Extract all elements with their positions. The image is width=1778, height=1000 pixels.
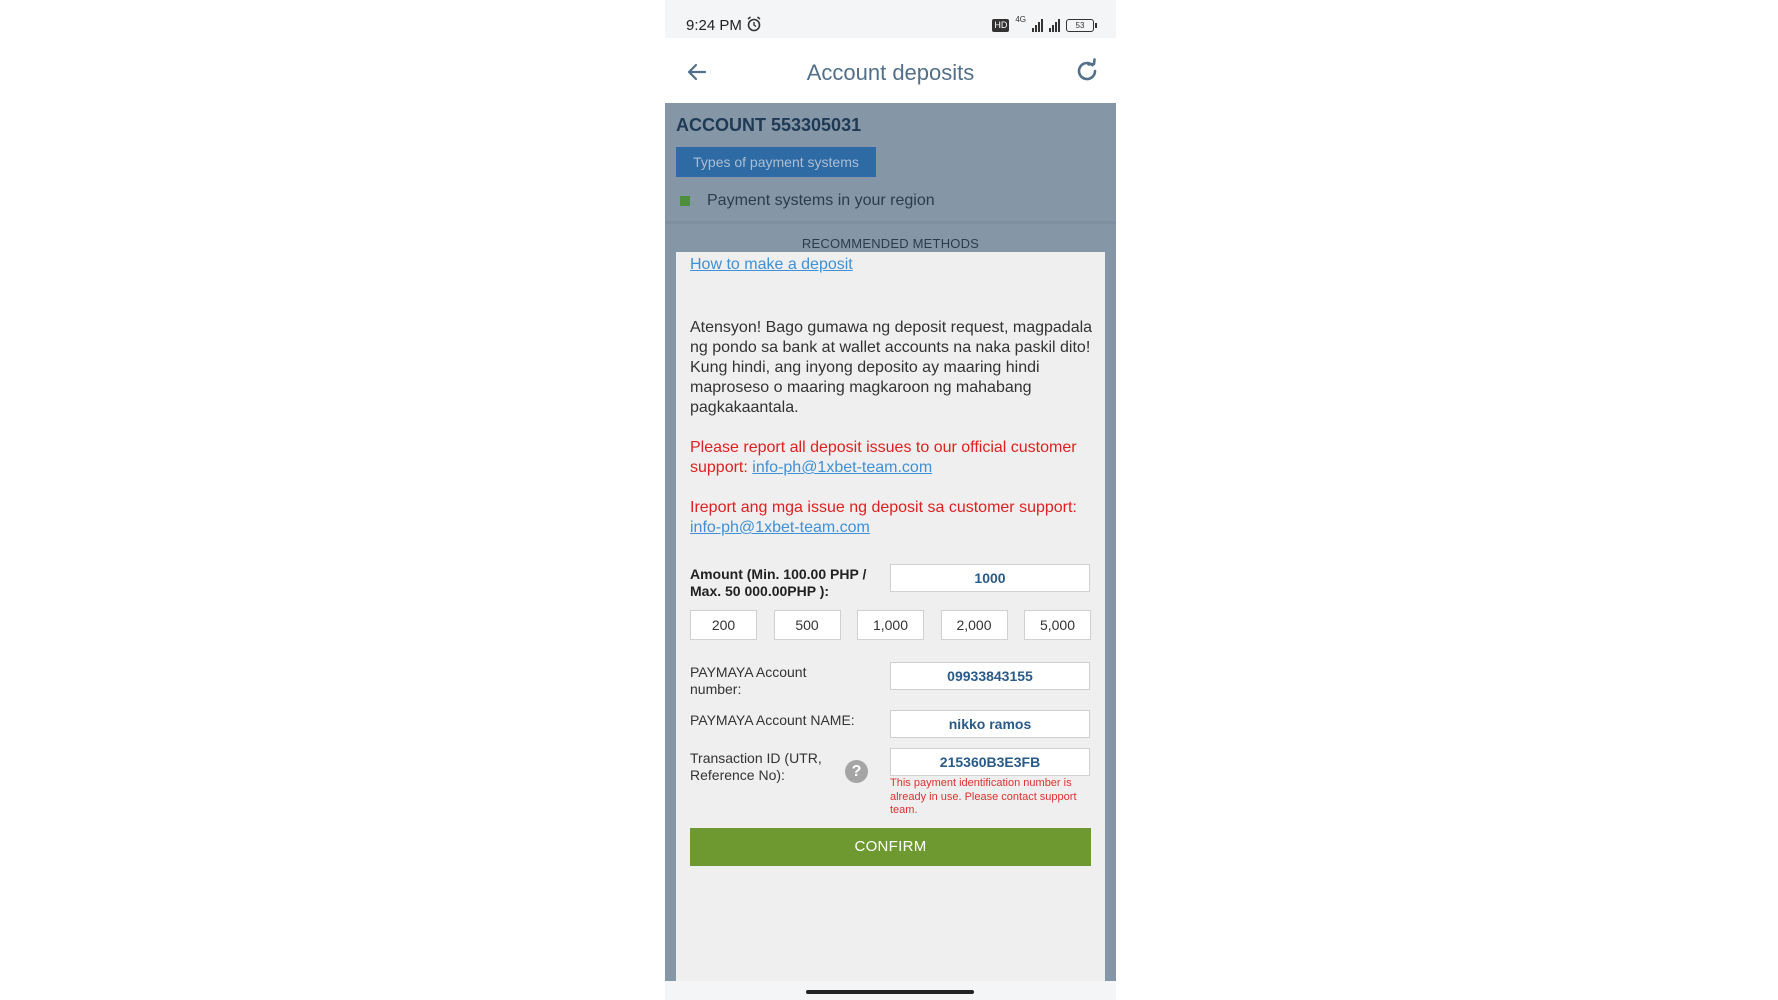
volte-icon: HD	[994, 20, 1008, 30]
account-name-input[interactable]	[890, 710, 1090, 738]
quick-amount-200[interactable]: 200	[690, 610, 757, 640]
quick-amount-500[interactable]: 500	[774, 610, 841, 640]
page-title: Account deposits	[806, 60, 975, 85]
payment-types-button[interactable]: Types of payment systems	[676, 147, 876, 177]
transaction-id-input[interactable]	[890, 748, 1090, 776]
report-english	[690, 438, 1095, 478]
app-bar	[665, 38, 1116, 103]
deposit-card	[676, 252, 1105, 1000]
howto-link[interactable]: How to make a deposit	[690, 256, 853, 273]
quick-amount-1000[interactable]: 1,000	[857, 610, 924, 640]
account-name-label: PAYMAYA Account NAME:	[690, 712, 855, 728]
status-bar	[665, 0, 1116, 38]
report-tagalog-text: Ireport ang mga issue ng deposit sa customer support:	[690, 499, 1077, 516]
battery-icon: 53	[1066, 19, 1094, 32]
support-email-link-2[interactable]: info-ph@1xbet-team.com	[690, 519, 870, 536]
region-label: Payment systems in your region	[707, 192, 935, 209]
refresh-icon[interactable]	[1074, 58, 1100, 84]
account-number-label: PAYMAYA Account number:	[690, 664, 807, 697]
amount-label: Amount (Min. 100.00 PHP / Max. 50 000.00PHP ):	[690, 566, 867, 599]
account-title: ACCOUNT 553305031	[676, 115, 862, 135]
divider	[665, 221, 1116, 224]
phone-screen	[665, 0, 1116, 1000]
help-icon[interactable]: ?	[845, 760, 868, 783]
transaction-id-label: Transaction ID (UTR, Reference No):	[690, 750, 822, 783]
status-icons	[992, 16, 1094, 32]
quick-amount-5000[interactable]: 5,000	[1024, 610, 1091, 640]
account-number-input[interactable]	[890, 662, 1090, 690]
report-english-text: Please report all deposit issues to our official customer support:	[690, 439, 1077, 476]
region-checkbox-icon	[680, 196, 690, 206]
recommended-heading: RECOMMENDED METHODS	[801, 236, 980, 251]
region-filter[interactable]	[680, 191, 935, 211]
status-time: 9:24 PM	[686, 17, 742, 34]
quick-amounts	[690, 610, 1091, 640]
confirm-button[interactable]: CONFIRM	[690, 828, 1091, 866]
transaction-error: This payment identification number is already in use. Please contact support team.	[890, 777, 1077, 816]
quick-amount-2000[interactable]: 2,000	[941, 610, 1008, 640]
alarm-icon	[746, 16, 762, 32]
report-tagalog	[690, 498, 1095, 538]
signal-icon	[1032, 19, 1043, 32]
network-type: 4G	[1015, 15, 1026, 24]
amount-input[interactable]	[890, 564, 1090, 592]
signal-icon-2	[1049, 19, 1060, 32]
notice-text: Atensyon! Bago gumawa ng deposit request, magpadala ng pondo sa bank at wallet accounts na naka paskil dito! Kung hindi, ang inyong deposito ay maaring hindi maproseso o maaring magkaroon ng mahabang pagkakaantala.	[690, 319, 1093, 416]
home-indicator[interactable]	[806, 990, 974, 994]
support-email-link[interactable]: info-ph@1xbet-team.com	[752, 459, 933, 476]
